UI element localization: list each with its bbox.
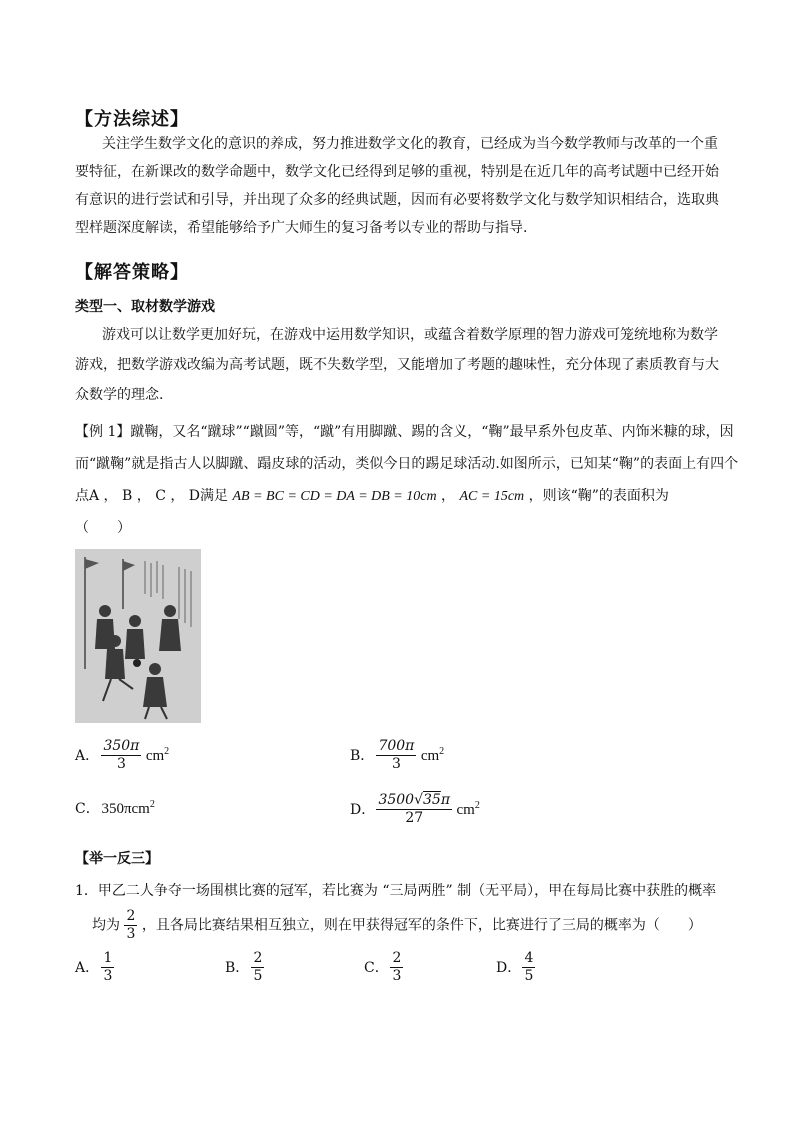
example-line-3-suffix: ，则该“鞠”的表面积为 [524, 488, 669, 504]
option-d-numerator: 3500√35π [378, 792, 451, 808]
option-a-fraction [101, 738, 141, 773]
q1-option-c-fraction [390, 950, 403, 985]
question-1-line-2 [92, 908, 702, 943]
q1-option-a [75, 950, 114, 985]
question-1-numerator: 2 [126, 908, 136, 924]
example-option-b [350, 738, 444, 773]
question-1-line-1: 1．甲乙二人争夺一场围棋比赛的冠军，若比赛为 “三局两胜” 制（无平局），甲在每局比赛中获胜的概率 [75, 883, 717, 899]
option-d-unit: $cm^2$ [456, 799, 480, 818]
example-equation-1: AB = BC = CD = DA = DB = 10cm [232, 489, 437, 504]
type1-line-2: 游戏，把数学游戏改编为高考试题，既不失数学型，又能增加了考题的趣味性，充分体现了素质教育与大 [75, 357, 719, 373]
q1-option-c-label: C． [364, 959, 389, 976]
q1-option-c-denominator: 3 [392, 968, 402, 984]
option-d-label: D． [350, 801, 376, 818]
q1-option-c-numerator: 2 [392, 950, 402, 966]
strategy-heading: 【解答策略】 [75, 262, 189, 283]
cuju-illustration [75, 549, 201, 723]
q1-option-a-fraction [101, 950, 114, 985]
question-1-fraction [124, 908, 137, 943]
example-equation-2: AC = 15cm [459, 489, 525, 504]
q1-option-b-fraction [251, 950, 264, 985]
cuju-painting-svg [75, 549, 201, 723]
practice-heading: 【举一反三】 [75, 851, 159, 867]
option-b-fraction [376, 738, 416, 773]
q1-option-d-fraction [522, 950, 535, 985]
question-1-denominator: 3 [126, 926, 136, 942]
q1-option-c [364, 950, 403, 985]
example-line-3 [75, 486, 669, 507]
option-b-numerator: 700π [378, 738, 415, 754]
type1-line-3: 众数学的理念. [75, 387, 164, 403]
q1-option-d-denominator: 5 [524, 968, 534, 984]
q1-option-d-label: D． [496, 959, 522, 976]
example-separator: ， [436, 488, 456, 504]
option-a-unit: $cm^2$ [145, 745, 170, 764]
q1-option-d-numerator: 4 [524, 950, 534, 966]
method-line-1: 关注学生数学文化的意识的养成，努力推进数学文化的教育，已经成为当今数学教师与改革的一个重 [102, 136, 718, 152]
option-c-label: C． [75, 801, 100, 817]
example-line-1: 【例 1】蹴鞠，又名“蹴球”“蹴圆”等，“蹴”有用脚蹴、踢的含义，“鞠”最早系外包皮革、内饰米糠的球，因 [75, 424, 734, 440]
example-line-3-prefix: 点A ， B ， C ， D满足 [75, 488, 229, 504]
example-blank: （ ） [75, 520, 131, 536]
example-option-a [75, 738, 169, 773]
option-a-numerator: 350π [103, 738, 140, 754]
q1-option-d [496, 950, 535, 985]
question-1-suffix: ，且各局比赛结果相互独立，则在甲获得冠军的条件下，比赛进行了三局的概率为（ ） [141, 917, 702, 934]
example-option-d [350, 792, 480, 827]
example-line-2: 而“蹴鞠”就是指古人以脚蹴、蹋皮球的活动，类似今日的踢足球活动.如图所示，已知某“鞠”的表面上有四个 [75, 456, 739, 472]
option-b-unit: $cm^2$ [420, 745, 445, 764]
q1-option-a-label: A． [75, 959, 100, 976]
q1-option-a-numerator: 1 [103, 950, 113, 966]
option-a-label: A． [75, 747, 100, 764]
option-d-denominator: 27 [405, 810, 424, 826]
example-option-c [75, 798, 155, 818]
q1-option-a-denominator: 3 [103, 968, 113, 984]
q1-option-b-label: B． [225, 959, 250, 976]
method-line-4: 型样题深度解读，希望能够给予广大师生的复习备考以专业的帮助与指导. [75, 220, 528, 236]
question-1-prefix: 均为 [92, 917, 120, 934]
type1-line-1: 游戏可以让数学更加好玩，在游戏中运用数学知识，或蕴含着数学原理的智力游戏可笼统地称为数学 [102, 327, 718, 343]
method-line-2: 要特征，在新课改的数学命题中，数学文化已经得到足够的重视，特别是在近几年的高考试题中已经开始 [75, 164, 719, 180]
option-a-denominator: 3 [116, 756, 126, 772]
method-line-3: 有意识的进行尝试和引导，并出现了众多的经典试题，因而有必要将数学文化与数学知识相结合，选取典 [75, 192, 719, 208]
option-b-denominator: 3 [391, 756, 401, 772]
option-b-label: B． [350, 747, 375, 764]
option-c-value: 350πcm$^2$ [101, 799, 155, 817]
q1-option-b-numerator: 2 [253, 950, 263, 966]
q1-option-b [225, 950, 264, 985]
type1-heading: 类型一、取材数学游戏 [75, 299, 215, 315]
option-d-fraction [376, 792, 452, 827]
q1-option-b-denominator: 5 [253, 968, 263, 984]
method-heading: 【方法综述】 [75, 109, 189, 130]
